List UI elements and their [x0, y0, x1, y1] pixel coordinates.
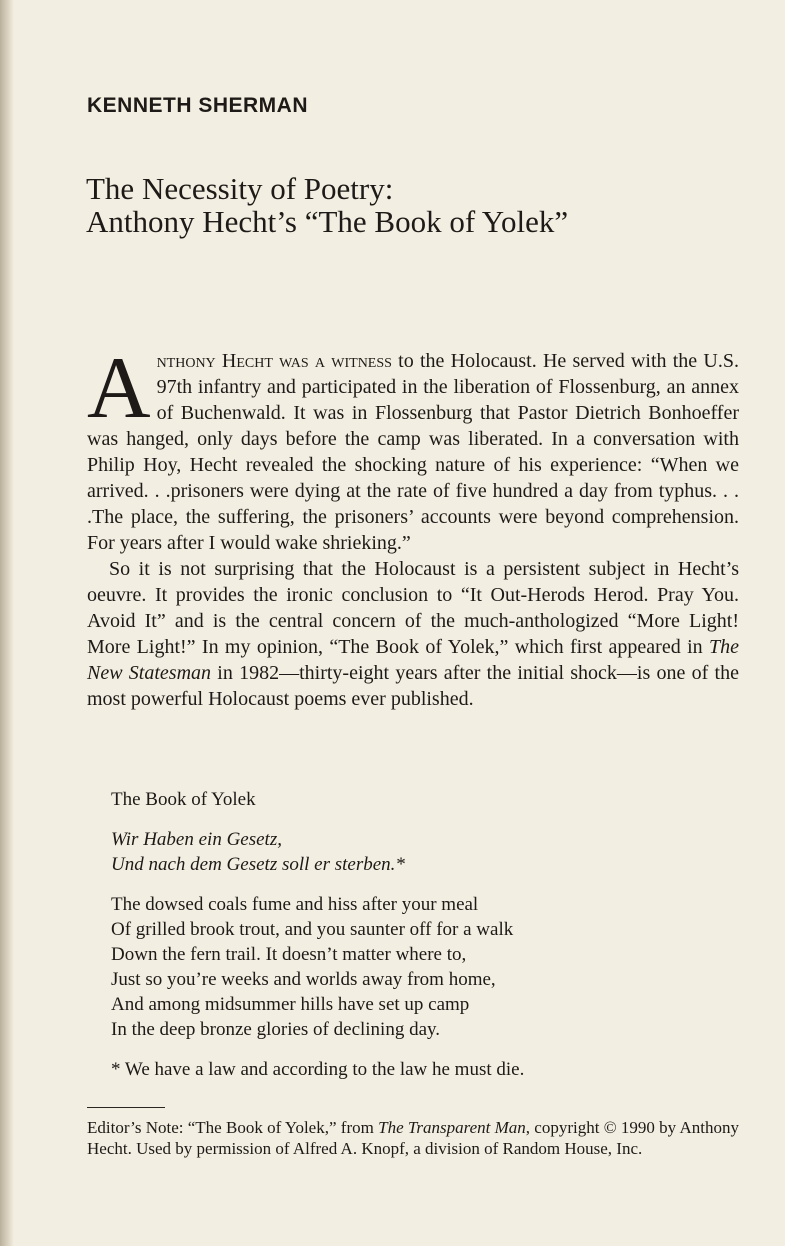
publication-title: The New Statesman — [87, 636, 739, 684]
editor-note — [87, 1117, 739, 1159]
paragraph-1 — [87, 340, 739, 556]
paragraph-2-text-a: So it is not surprising that the Holocaust is a persistent subject in Hecht’s oeuvre. It provides the ironic conclusion to “It Out-Herods Herod. Pray You. Avoid It” and is the central concern of the much-anthologized “More Light! More Light!” In my opinion, “The Book of Yolek,” which first appeared in — [87, 558, 739, 658]
epigraph-line: Und nach dem Gesetz soll er sterben.* — [111, 854, 405, 875]
title-line-2: Anthony Hecht’s “The Book of Yolek” — [86, 204, 569, 239]
paragraph-1-text: to the Holocaust. He served with the U.S. 97th infantry and participated in the liberation of Flossenburg, an annex of Buchenwald. It was in Flossenburg that Pastor Dietrich Bonhoeffer was hanged, only days before the camp was liberated. In a conversation with Philip Hoy, Hecht revealed the shocking nature of his experience: “When we arrived. . .prisoners were dying at the rate of five hundred a day from typhus. . . .The place, the suffering, the prisoners’ accounts were beyond comprehension. For years after I would wake shrieking.” — [87, 350, 739, 554]
poem-epigraph — [111, 827, 711, 877]
poem-line: In the deep bronze glories of declining day. — [111, 1019, 441, 1040]
epigraph-line: Wir Haben ein Gesetz, — [111, 829, 282, 850]
poem-line: The dowsed coals fume and hiss after your meal — [111, 894, 479, 915]
paragraph-2-text-b: in 1982—thirty-eight years after the initial shock—is one of the most powerful Holocaust poems ever published. — [87, 662, 739, 710]
poem-title: The Book of Yolek — [111, 789, 256, 810]
book-title: The Transparent Man — [378, 1118, 526, 1137]
opening-small-caps: nthony Hecht was a witness — [156, 350, 392, 372]
author-name: KENNETH SHERMAN — [87, 94, 309, 117]
title-line-1: The Necessity of Poetry: — [86, 171, 394, 206]
footnote-divider — [87, 1107, 165, 1108]
poem-line: And among midsummer hills have set up camp — [111, 994, 470, 1015]
poem-line: Just so you’re weeks and worlds away from home, — [111, 969, 496, 990]
editor-note-text-b: , copyright © 1990 by Anthony Hecht. Used by permission of Alfred A. Knopf, a division of Random House, Inc. — [87, 1118, 739, 1158]
essay-title — [86, 172, 726, 238]
drop-cap: A — [87, 340, 151, 437]
essay-body — [87, 340, 739, 712]
editor-note-text-a: Editor’s Note: “The Book of Yolek,” from — [87, 1118, 379, 1137]
poem-stanza — [111, 892, 711, 1042]
poem-footnote: * We have a law and according to the law he must die. — [111, 1059, 525, 1080]
paragraph-2 — [87, 556, 739, 712]
poem-line: Down the fern trail. It doesn’t matter where to, — [111, 944, 467, 965]
poem-line: Of grilled brook trout, and you saunter off for a walk — [111, 919, 514, 940]
